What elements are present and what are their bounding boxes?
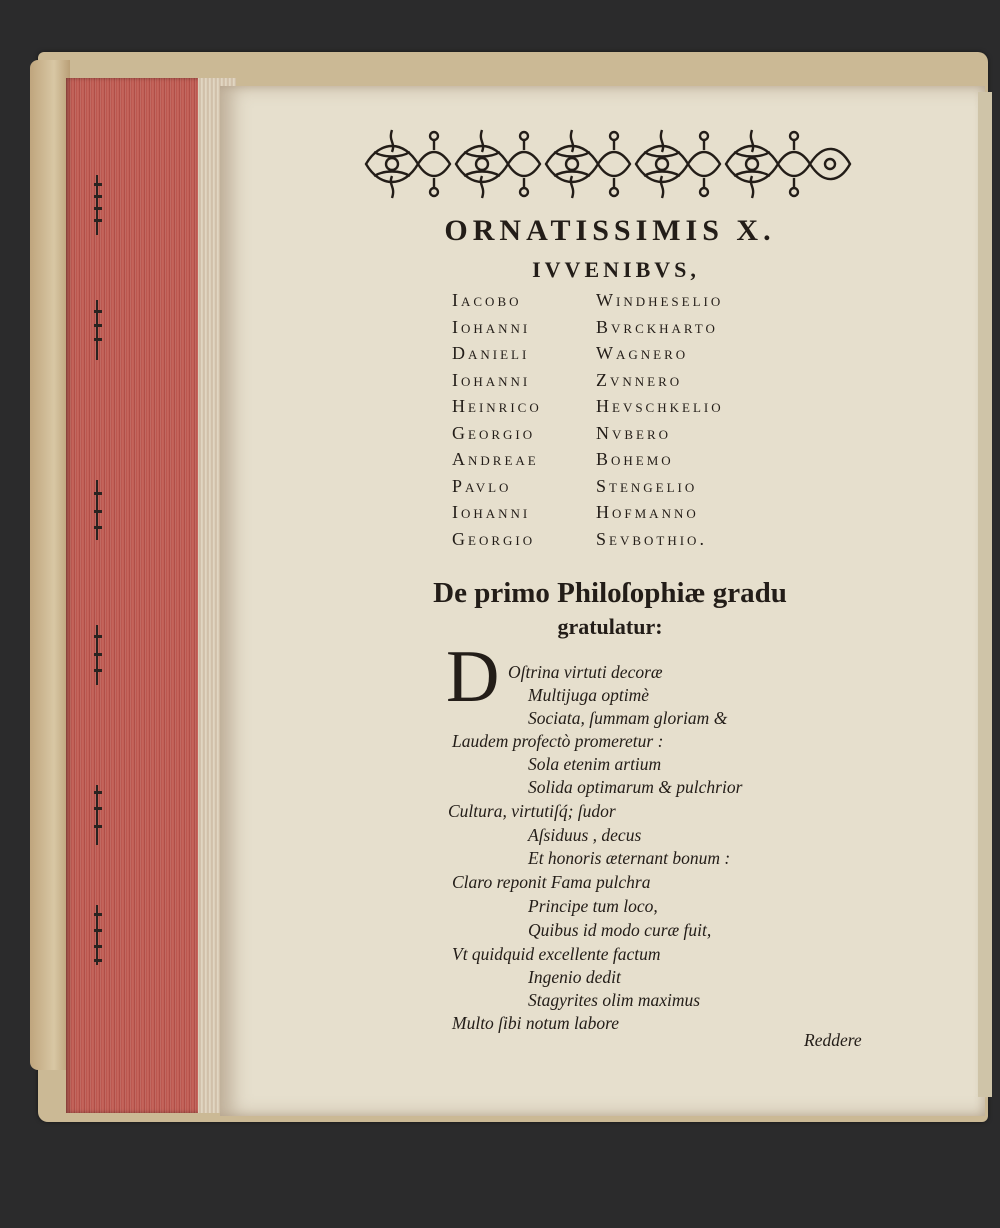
poem-line: Oſtrina virtuti decoræ	[508, 662, 663, 682]
first-name: Danieli	[452, 343, 530, 363]
last-name: Zvnnero	[596, 369, 683, 390]
first-name: Iohanni	[452, 369, 531, 390]
first-name: Iacobo	[452, 290, 522, 310]
last-name: Sevbothio.	[596, 528, 707, 549]
poem-subheading: gratulatur:	[557, 614, 663, 639]
first-name: Georgio	[452, 528, 536, 549]
dedicatee-row	[452, 423, 812, 450]
last-name: Hevschkelio	[596, 396, 724, 416]
poem-line: Multo ſibi notum labore	[452, 1013, 620, 1033]
dedicatee-row	[452, 396, 812, 423]
first-name: Pavlo	[452, 475, 512, 496]
dedication-subtitle: IVVENIBVS,	[532, 257, 700, 282]
dedicatee-row	[452, 449, 812, 476]
dedication-title: ORNATISSIMIS X.	[444, 214, 776, 247]
dedicatee-row	[452, 529, 812, 556]
first-name: Iohanni	[452, 316, 531, 337]
poem-line: Principe tum loco,	[528, 896, 658, 916]
poem-line: Laudem profectò promeretur :	[452, 731, 664, 751]
poem-line: Claro reponit Fama pulchra	[452, 872, 651, 892]
poem-line: Cultura, virtutiſq́; ſudor	[448, 801, 616, 821]
first-name: Iohanni	[452, 502, 531, 522]
drop-cap: D	[446, 636, 500, 718]
last-name: Wagnero	[596, 343, 689, 363]
catchword: Reddere	[804, 1030, 862, 1050]
dedicatee-row	[452, 317, 812, 344]
dedicatee-row	[452, 502, 812, 529]
dedicatee-row	[452, 343, 812, 370]
dedicatee-row	[452, 370, 812, 397]
last-name: Stengelio	[596, 475, 698, 496]
poem-line: Stagyrites olim maximus	[528, 990, 701, 1010]
last-name: Bohemo	[596, 449, 674, 469]
last-name: Hofmanno	[596, 502, 699, 522]
poem-line: Multijuga optimè	[528, 685, 650, 705]
poem-line: Et honoris æternant bonum :	[528, 848, 731, 868]
poem-line: Vt quidquid excellente factum	[452, 944, 661, 964]
dedicatee-list	[452, 290, 812, 555]
last-name: Bvrckharto	[596, 316, 718, 337]
first-name: Heinrico	[452, 396, 542, 416]
poem-line: Ingenio dedit	[528, 967, 621, 987]
ornamental-headpiece	[360, 122, 856, 206]
last-name: Nvbero	[596, 422, 672, 443]
poem-line: Sociata, ſummam gloriam &	[528, 708, 728, 728]
poem-line: Aſsiduus , decus	[528, 825, 642, 845]
poem-line: Solida optimarum & pulchrior	[528, 777, 743, 797]
dedicatee-row	[452, 476, 812, 503]
first-name: Georgio	[452, 422, 536, 443]
first-name: Andreae	[452, 449, 539, 469]
poem-line: Quibus id modo curæ fuit,	[528, 920, 712, 940]
poem-heading: De primo Philoſophiæ gradu	[433, 577, 787, 609]
poem-line: Sola etenim artium	[528, 754, 662, 774]
dedicatee-row	[452, 290, 812, 317]
last-name: Windheselio	[596, 290, 724, 310]
